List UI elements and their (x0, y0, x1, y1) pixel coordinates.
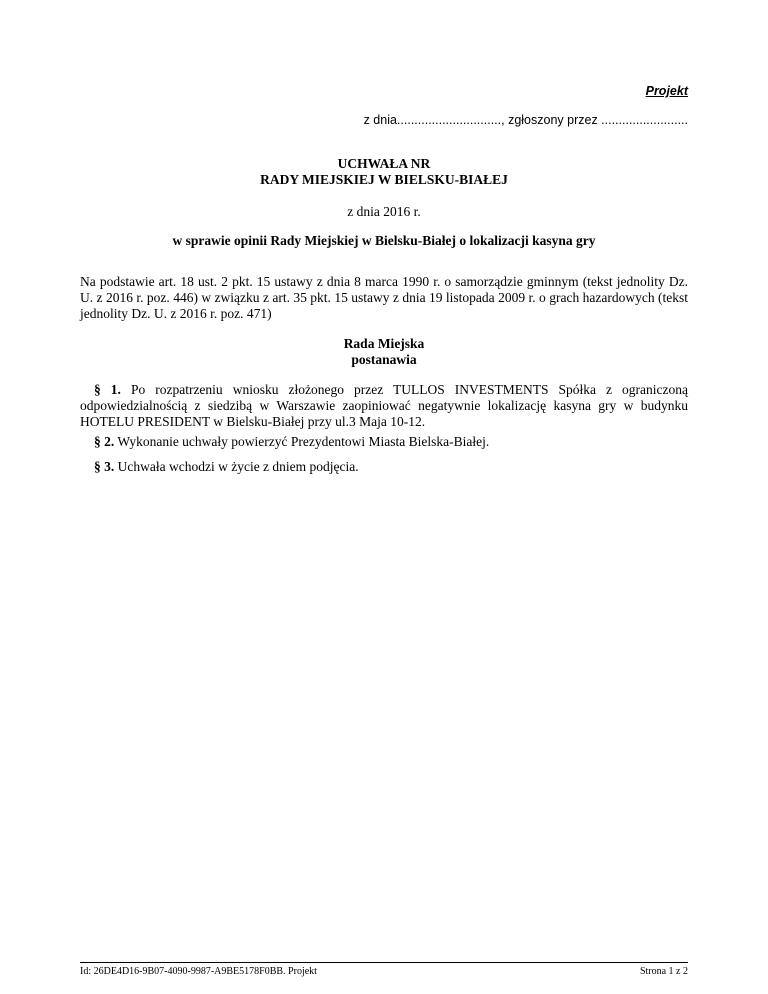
council-decides: postanawia (351, 352, 417, 367)
legal-basis: Na podstawie art. 18 ust. 2 pkt. 15 ustawy z dnia 8 marca 1990 r. o samorządzie gminnym (tekst jednolity Dz. U. z 2016 r. poz. 446) w związku z art. 35 pkt. 15 ustawy z dnia 19 listopada 2009 r. o grach hazardowych (tekst jednolity Dz. U. z 2016 r. poz. 471) (80, 274, 688, 321)
resolution-title (0, 156, 768, 188)
council-name: Rada Miejska (343, 336, 425, 351)
paragraph-2-number: § 2. (94, 434, 115, 449)
submission-line: z dnia.............................., zgłoszony przez ......................... (363, 113, 688, 127)
paragraph-3-text: Uchwała wchodzi w życie z dniem podjęcia. (117, 459, 359, 474)
paragraph-3 (80, 459, 688, 475)
paragraph-2 (80, 434, 688, 450)
projekt-label: Projekt (645, 84, 688, 98)
resolution-title-line-2: RADY MIEJSKIEJ W BIELSKU-BIAŁEJ (260, 172, 508, 187)
footer-page-number: Strona 1 z 2 (639, 966, 688, 977)
resolution-title-line-1: UCHWAŁA NR (337, 156, 431, 171)
footer-document-id: Id: 26DE4D16-9B07-4090-9987-A9BE5178F0BB. Projekt (80, 966, 317, 977)
paragraph-1-number: § 1. (94, 382, 121, 397)
paragraph-3-number: § 3. (94, 459, 115, 474)
resolution-subject: w sprawie opinii Rady Miejskiej w Bielsku-Białej o lokalizacji kasyna gry (172, 233, 596, 248)
paragraph-1-text: Po rozpatrzeniu wniosku złożonego przez TULLOS INVESTMENTS Spółka z ograniczoną odpowiedzialnością z siedzibą w Warszawie zaopiniować negatywnie lokalizację kasyna gry w budynku HOTELU PRESIDENT w Bielsku-Białej przy ul.3 Maja 10-12. (80, 382, 689, 429)
paragraph-2-text: Wykonanie uchwały powierzyć Prezydentowi Miasta Bielska-Białej. (117, 434, 490, 449)
resolution-date: z dnia 2016 r. (347, 204, 421, 219)
footer-divider (80, 962, 688, 963)
council-decision (0, 336, 768, 368)
paragraph-1 (80, 382, 688, 430)
